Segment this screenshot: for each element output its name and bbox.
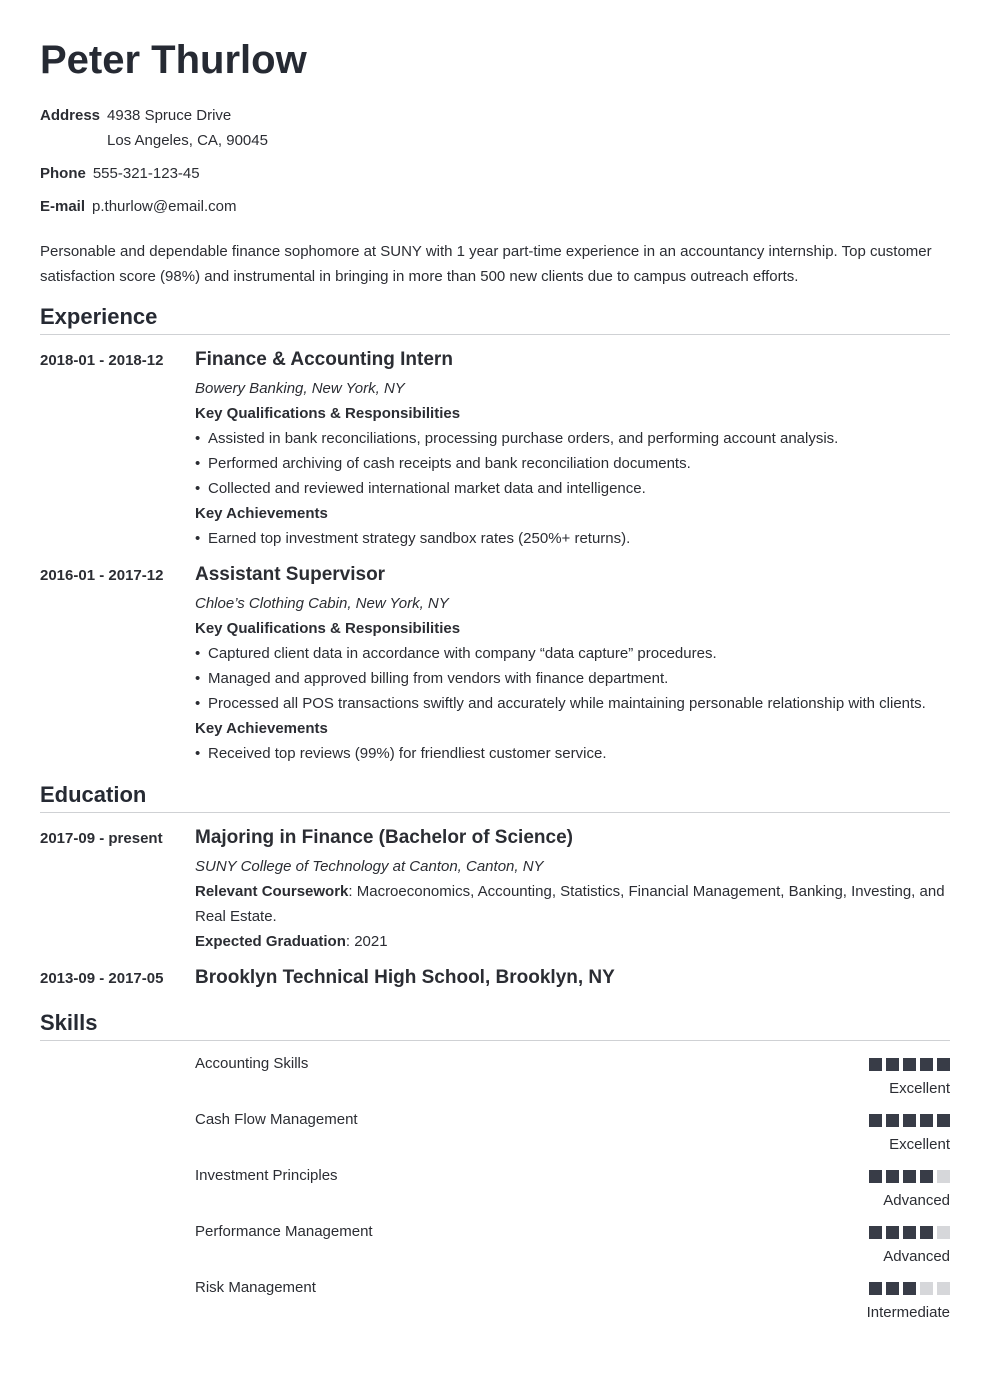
list-item: • Assisted in bank reconciliations, processing purchase orders, and performing account analysis.	[195, 426, 950, 451]
skill-rating	[869, 1058, 950, 1099]
job-2-ach-heading: Key Achievements	[195, 720, 328, 737]
edu-1-school: SUNY College of Technology at Canton, Canton, NY	[195, 858, 544, 875]
skill-rating	[867, 1282, 950, 1323]
rating-dot-filled	[903, 1226, 916, 1239]
education-divider	[40, 812, 950, 813]
graduation-label: Expected Graduation	[195, 933, 346, 950]
phone-value: 555-321-123-45	[92, 165, 200, 182]
rating-dot-filled	[937, 1114, 950, 1127]
email-label: E-mail	[40, 198, 86, 215]
job-1-ach-heading: Key Achievements	[195, 505, 328, 522]
skill-name: Accounting Skills	[195, 1055, 309, 1072]
list-item: • Earned top investment strategy sandbox rates (250%+ returns).	[195, 526, 950, 551]
job-2	[195, 563, 950, 766]
experience-heading: Experience	[40, 304, 158, 329]
rating-dot-filled	[886, 1226, 899, 1239]
skill-rating	[869, 1226, 950, 1267]
edu-1-dates: 2017-09 - present	[40, 830, 163, 847]
rating-dots	[869, 1058, 950, 1071]
rating-dot-empty	[937, 1282, 950, 1295]
rating-dots	[867, 1282, 950, 1295]
job-2-company: Chloe’s Clothing Cabin, New York, NY	[195, 595, 449, 612]
rating-dot-filled	[886, 1058, 899, 1071]
coursework-value: : Macroeconomics, Accounting, Statistics, Financial Management, Banking, Investing, and Real Estate.	[195, 883, 945, 925]
phone-row	[40, 161, 200, 186]
job-2-title: Assistant Supervisor	[195, 564, 386, 585]
rating-dot-filled	[937, 1058, 950, 1071]
rating-dot-filled	[920, 1058, 933, 1071]
email-value: p.thurlow@email.com	[92, 198, 237, 215]
rating-dot-empty	[937, 1226, 950, 1239]
job-1	[195, 348, 950, 551]
phone-label: Phone	[40, 165, 86, 182]
skill-name: Investment Principles	[195, 1167, 338, 1184]
edu-1-coursework	[195, 879, 950, 929]
rating-dot-empty	[937, 1170, 950, 1183]
email-row	[40, 194, 236, 219]
skill-level: Excellent	[889, 1080, 950, 1097]
rating-dot-filled	[869, 1114, 882, 1127]
rating-dot-filled	[920, 1170, 933, 1183]
edu-1-title: Majoring in Finance (Bachelor of Science)	[195, 827, 573, 848]
list-item: • Collected and reviewed international market data and intelligence.	[195, 476, 950, 501]
address-line1: 4938 Spruce Drive	[107, 107, 232, 124]
rating-dot-filled	[903, 1170, 916, 1183]
job-1-dates: 2018-01 - 2018-12	[40, 352, 164, 369]
rating-dots	[869, 1226, 950, 1239]
rating-dot-filled	[903, 1282, 916, 1295]
rating-dot-filled	[869, 1226, 882, 1239]
rating-dot-filled	[869, 1170, 882, 1183]
job-1-title: Finance & Accounting Intern	[195, 349, 453, 370]
skill-rating	[869, 1114, 950, 1155]
candidate-name: Peter Thurlow	[40, 38, 307, 82]
coursework-label: Relevant Coursework	[195, 883, 349, 900]
rating-dot-filled	[903, 1114, 916, 1127]
rating-dot-filled	[920, 1226, 933, 1239]
address-label: Address	[40, 107, 101, 124]
rating-dot-filled	[920, 1114, 933, 1127]
edu-1	[195, 826, 950, 954]
skill-name: Risk Management	[195, 1279, 316, 1296]
rating-dot-filled	[886, 1282, 899, 1295]
education-heading: Education	[40, 782, 147, 807]
rating-dots	[869, 1170, 950, 1183]
rating-dot-filled	[886, 1170, 899, 1183]
list-item: • Captured client data in accordance with company “data capture” procedures.	[195, 641, 950, 666]
skill-level: Advanced	[883, 1192, 950, 1209]
rating-dot-filled	[869, 1058, 882, 1071]
skill-level: Advanced	[883, 1248, 950, 1265]
job-2-resp-heading: Key Qualifications & Responsibilities	[195, 620, 461, 637]
edu-2	[195, 966, 950, 990]
address-row	[40, 103, 231, 128]
rating-dot-filled	[903, 1058, 916, 1071]
job-2-dates: 2016-01 - 2017-12	[40, 567, 164, 584]
skill-rating	[869, 1170, 950, 1211]
list-item: • Received top reviews (99%) for friendliest customer service.	[195, 741, 950, 766]
job-1-resp-heading: Key Qualifications & Responsibilities	[195, 405, 461, 422]
skill-name: Performance Management	[195, 1223, 373, 1240]
address-line2: Los Angeles, CA, 90045	[107, 132, 268, 149]
rating-dot-filled	[886, 1114, 899, 1127]
skill-name: Cash Flow Management	[195, 1111, 358, 1128]
rating-dot-empty	[920, 1282, 933, 1295]
rating-dots	[869, 1114, 950, 1127]
experience-divider	[40, 334, 950, 335]
graduation-value: : 2021	[345, 933, 388, 950]
summary-text: Personable and dependable finance sophomore at SUNY with 1 year part-time experience in an accountancy internship. Top customer satisfaction score (98%) and instrumental in bringing in more than 500 new clients due to campus outreach efforts.	[40, 243, 932, 285]
skills-divider	[40, 1040, 950, 1041]
edu-2-dates: 2013-09 - 2017-05	[40, 970, 164, 987]
job-1-company: Bowery Banking, New York, NY	[195, 380, 405, 397]
rating-dot-filled	[869, 1282, 882, 1295]
edu-2-title: Brooklyn Technical High School, Brooklyn, NY	[195, 967, 615, 988]
edu-1-graduation	[195, 929, 950, 954]
skill-level: Excellent	[889, 1136, 950, 1153]
list-item: • Managed and approved billing from vendors with finance department.	[195, 666, 950, 691]
skills-heading: Skills	[40, 1010, 98, 1035]
list-item: • Performed archiving of cash receipts and bank reconciliation documents.	[195, 451, 950, 476]
list-item: • Processed all POS transactions swiftly and accurately while maintaining personable relationship with clients.	[195, 691, 950, 716]
skill-level: Intermediate	[866, 1304, 950, 1321]
